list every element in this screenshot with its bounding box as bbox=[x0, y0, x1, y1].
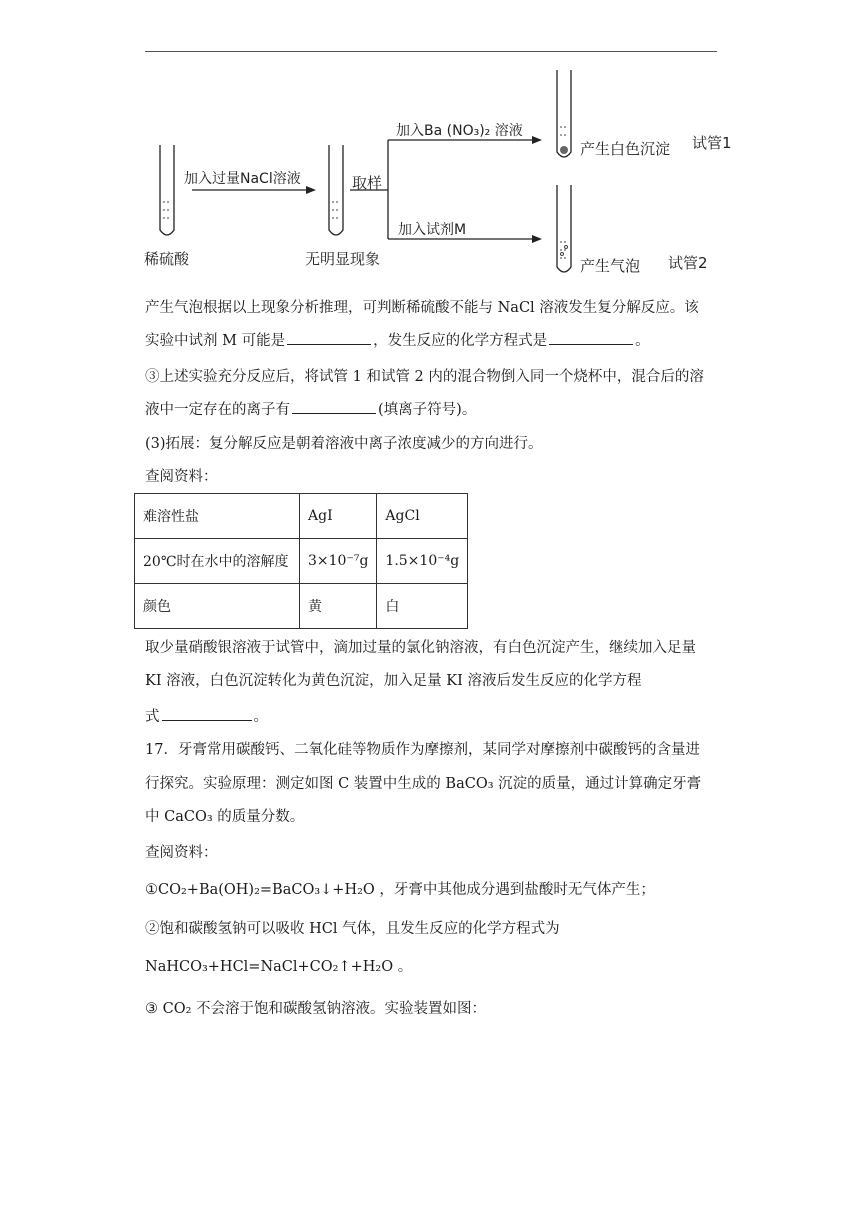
text-line-15: ②饱和碳酸氢钠可以吸收 HCl 气体，且发生反应的化学方程式为 bbox=[145, 921, 560, 937]
text-line-9 bbox=[145, 706, 268, 727]
text-line-8: KI 溶液，白色沉淀转化为黄色沉淀，加入足量 KI 溶液后发生反应的化学方程 bbox=[145, 673, 642, 689]
label-tube-1: 试管1 bbox=[692, 134, 732, 152]
table-cell: AgCl bbox=[377, 494, 468, 539]
answer-blank-equation-2[interactable] bbox=[162, 706, 252, 721]
text-line-1: 产生气泡根据以上现象分析推理，可判断稀硫酸不能与 NaCl 溶液发生复分解反应。该 bbox=[145, 300, 699, 316]
text-line-5: (3)拓展：复分解反应是朝着溶液中离子浓度减少的方向进行。 bbox=[145, 436, 543, 452]
text-line-7: 取少量硝酸银溶液于试管中，滴加过量的氯化钠溶液，有白色沉淀产生，继续加入足量 bbox=[145, 640, 696, 656]
answer-blank-ions[interactable] bbox=[292, 399, 376, 414]
text-line-4b: (填离子符号)。 bbox=[378, 402, 477, 418]
text-line-9b: 。 bbox=[253, 709, 268, 725]
white-precipitate-mark bbox=[560, 146, 568, 154]
answer-blank-reagent-m[interactable] bbox=[287, 330, 371, 345]
text-line-17: ③ CO₂ 不会溶于饱和碳酸氢钠溶液。实验装置如图： bbox=[145, 1001, 487, 1017]
text-line-2b: ，发生反应的化学方程式是 bbox=[373, 333, 548, 349]
result-white-precipitate: 产生白色沉淀 bbox=[580, 140, 671, 158]
arrow-label-add-barium-nitrate: 加入Ba (NO₃)₂ 溶液 bbox=[396, 123, 523, 139]
solubility-table bbox=[134, 493, 468, 629]
label-dilute-sulfuric-acid: 稀硫酸 bbox=[144, 250, 190, 268]
arrow-label-add-nacl: 加入过量NaCl溶液 bbox=[184, 171, 301, 187]
text-line-10: 17．牙膏常用碳酸钙、二氧化硅等物质作为摩擦剂，某同学对摩擦剂中碳酸钙的含量进 bbox=[145, 742, 700, 758]
text-line-12: 中 CaCO₃ 的质量分数。 bbox=[145, 809, 305, 825]
test-tube-2 bbox=[557, 185, 571, 272]
result-bubbles: 产生气泡 bbox=[580, 257, 641, 275]
table-cell: 20℃时在水中的溶解度 bbox=[135, 539, 300, 584]
answer-blank-equation-1[interactable] bbox=[549, 330, 633, 345]
text-line-2a: 实验中试剂 M 可能是 bbox=[145, 333, 286, 349]
label-sampling: 取样 bbox=[352, 174, 383, 192]
label-tube-2: 试管2 bbox=[668, 254, 708, 272]
test-tube-1 bbox=[557, 70, 571, 157]
table-cell: 难溶性盐 bbox=[135, 494, 300, 539]
table-row bbox=[135, 494, 468, 539]
table-row bbox=[135, 539, 468, 584]
label-no-obvious-change: 无明显现象 bbox=[305, 250, 381, 268]
table-row bbox=[135, 584, 468, 629]
table-cell: 3×10⁻⁷g bbox=[300, 539, 377, 584]
text-line-4a: 液中一定存在的离子有 bbox=[145, 402, 290, 418]
text-line-4 bbox=[145, 399, 476, 420]
test-tube-middle bbox=[329, 145, 343, 235]
text-line-16: NaHCO₃+HCl=NaCl+CO₂↑+H₂O 。 bbox=[145, 959, 413, 975]
text-line-2 bbox=[145, 330, 650, 351]
table-cell: 黄 bbox=[300, 584, 377, 629]
table-cell: 白 bbox=[377, 584, 468, 629]
arrow-head-top bbox=[532, 136, 542, 144]
experiment-diagram bbox=[140, 62, 740, 287]
table-cell: 1.5×10⁻⁴g bbox=[377, 539, 468, 584]
text-line-9a: 式 bbox=[145, 709, 160, 725]
table-cell: 颜色 bbox=[135, 584, 300, 629]
arrow-head-bottom bbox=[532, 235, 542, 243]
arrow-label-add-reagent-m: 加入试剂M bbox=[398, 222, 467, 238]
arrow-head-1 bbox=[306, 186, 316, 194]
text-line-3: ③上述实验充分反应后，将试管 1 和试管 2 内的混合物倒入同一个烧杯中，混合后的溶 bbox=[145, 369, 704, 385]
text-line-6: 查阅资料： bbox=[145, 469, 218, 485]
test-tube-left bbox=[160, 145, 174, 235]
text-line-14: ①CO₂+Ba(OH)₂=BaCO₃↓+H₂O ，牙膏中其他成分遇到盐酸时无气体产生； bbox=[145, 882, 655, 898]
table-cell: AgI bbox=[300, 494, 377, 539]
text-line-13: 查阅资料： bbox=[145, 845, 218, 861]
text-line-11: 行探究。实验原理：测定如图 C 装置中生成的 BaCO₃ 沉淀的质量，通过计算确定牙膏 bbox=[145, 776, 702, 792]
text-line-2c: 。 bbox=[635, 333, 650, 349]
header-rule bbox=[145, 51, 717, 52]
